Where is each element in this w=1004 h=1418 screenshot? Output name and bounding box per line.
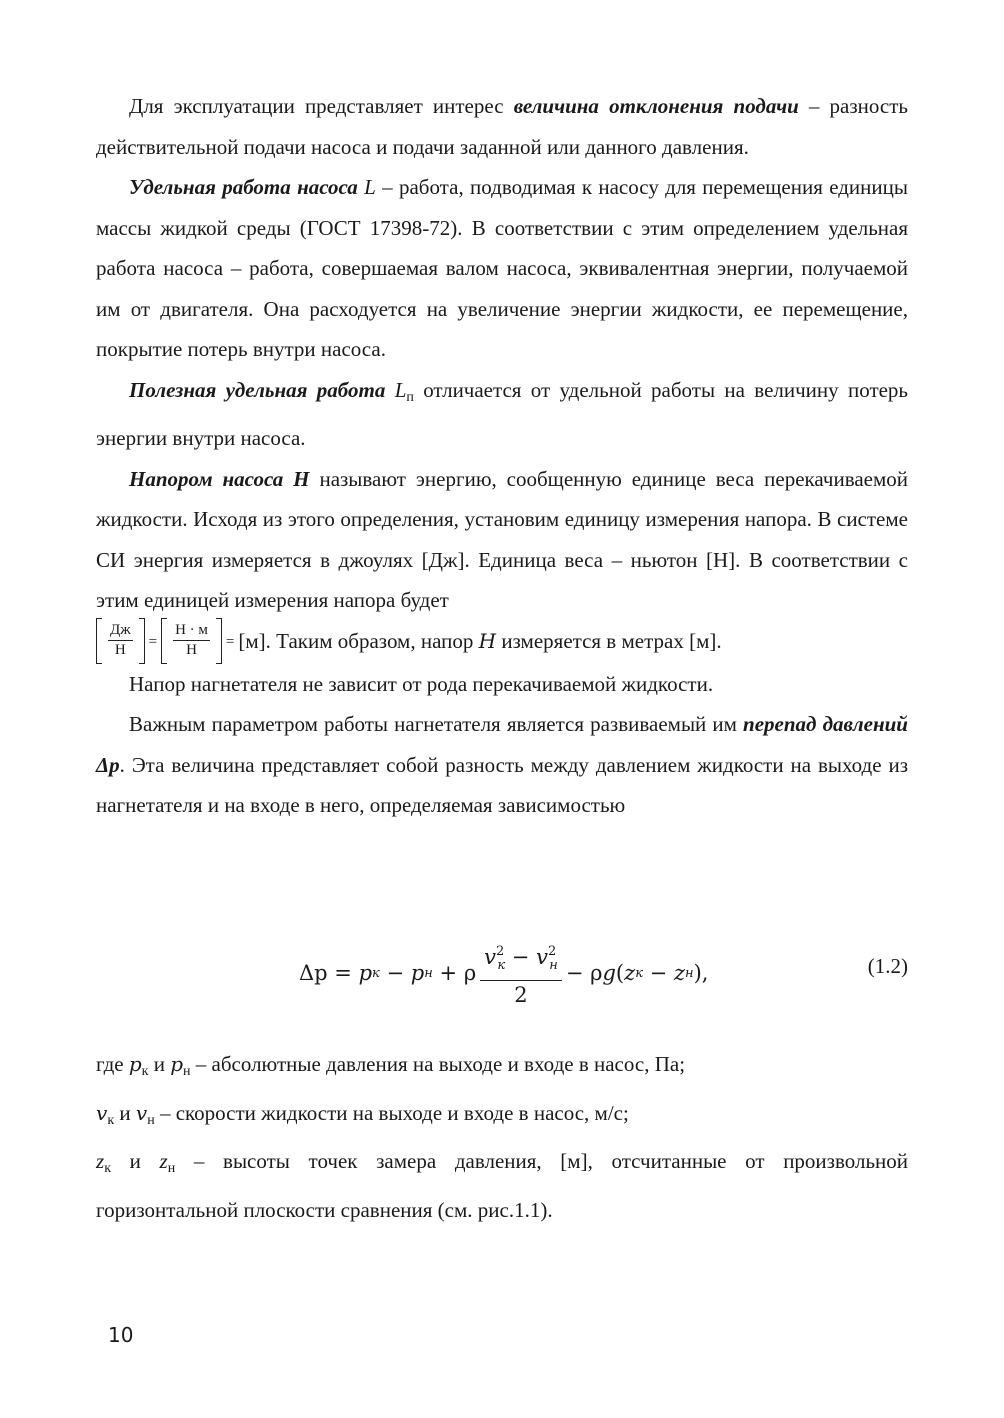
definition-velocities: [96, 1093, 908, 1142]
symbol-z: z: [96, 1149, 105, 1173]
term-pump-head: Напором насоса H: [129, 466, 310, 491]
definition-pressures: [96, 1044, 908, 1093]
formula-v: v: [484, 944, 497, 969]
text-run: – скорости жидкости на выходе и входе в насос, м/с;: [154, 1100, 629, 1125]
formula-sup-2: 2: [547, 943, 557, 959]
term-useful-work: Полезная удельная работа: [129, 377, 386, 402]
definition-heights: [96, 1141, 908, 1230]
symbol-subscript: к: [107, 1112, 115, 1128]
text-run: – работа, подводимая к насосу для перемещения единицы массы жидкой среды (ГОСТ 17398-72). В соответствии с этим определением удельная работа насоса – работа, совершаемая валом насоса, эквивалентная энергии, получаемой им от двигателя. Она расходуется на увеличение энергии жидкости, ее перемещение, покрытие потерь внутри насоса.: [96, 175, 908, 361]
text-run: и: [114, 1100, 136, 1125]
formula-p: p: [410, 961, 425, 985]
page-number: 10: [108, 1323, 134, 1347]
formula-equals: =: [334, 961, 352, 985]
symbol-subscript: н: [167, 1161, 176, 1176]
equals-sign: =: [225, 634, 235, 651]
paragraph-units-formula: [96, 621, 908, 664]
text-run: – абсолютные давления на выходе и входе в насос, Па;: [190, 1052, 686, 1076]
formula-minus: −: [565, 961, 584, 985]
unit-meter: [м]: [238, 628, 266, 653]
formula-sub-k: к: [497, 957, 506, 973]
text-run: и: [111, 1149, 160, 1173]
formula-rho: ρ: [590, 961, 603, 985]
fraction-numerator: Н · м: [173, 621, 210, 641]
symbol-v: v: [135, 1100, 148, 1125]
formula-g: g: [602, 961, 616, 985]
unit-fraction-joule-newton: [96, 618, 145, 664]
paragraph-pump-head: [96, 459, 908, 621]
term-pressure-drop: перепад давлений Δp: [96, 712, 908, 777]
formula-sub-k: к: [372, 965, 380, 981]
formula-sub-n: н: [685, 965, 694, 981]
fraction: [102, 621, 139, 660]
formula-paren-open: (: [615, 961, 625, 985]
symbol-v: v: [96, 1100, 108, 1125]
formula-delta-p: Δp: [299, 961, 328, 985]
formula-minus: −: [649, 961, 668, 985]
text-run: Для эксплуатации представляет интерес: [129, 94, 514, 118]
symbol-L: L: [364, 175, 376, 199]
bracket-right: [216, 618, 222, 664]
equals-sign: =: [148, 634, 158, 651]
paragraph-specific-work: [96, 167, 908, 370]
bracket-right: [139, 618, 145, 664]
equation-number: (1.2): [867, 954, 908, 978]
formula-plus: +: [439, 961, 458, 985]
text-run: отличается от удельной работы на величину потерь энергии внутри насоса.: [96, 377, 909, 450]
fraction: [167, 621, 216, 660]
text-run: . Таким образом, напор: [265, 628, 479, 653]
formula-rho: ρ: [463, 961, 477, 985]
paragraph-head-independence: Напор нагнетателя не зависит от рода перекачиваемой жидкости.: [129, 671, 714, 696]
unit-fraction-newton-meter: [161, 618, 222, 664]
text-run: называют энергию, сообщенную единице веса перекачиваемой жидкости. Исходя из этого определения, установим единицу измерения напора. В системе СИ энергия измеряется в джоулях [Дж]. Единица веса – ньютон [Н]. В соответствии с этим единицей измерения напора будет: [96, 466, 908, 612]
text-run: – высоты точек замера давления, [м], отсчитанные от произвольной горизонтальной плоскости сравнения (см. рис.1.1).: [96, 1149, 908, 1222]
formula-1-2: [96, 940, 908, 1006]
fraction-numerator: [480, 938, 562, 981]
text-run: Важным параметром работы нагнетателя является развиваемый им: [129, 712, 744, 737]
paragraph-pressure-drop: [96, 704, 908, 826]
text-run: и: [148, 1052, 171, 1076]
symbol-subscript: п: [406, 389, 414, 405]
formula-paren-close: ),: [693, 961, 709, 985]
term-specific-work: Удельная работа насоса: [129, 175, 358, 199]
symbol-p: p: [128, 1052, 142, 1076]
formula-sub-n: н: [424, 965, 433, 981]
symbol-z: z: [159, 1149, 168, 1173]
fraction-denominator: 2: [514, 982, 528, 1007]
text-run: – разность действительной подачи насоса и подачи заданной или данного давления.: [96, 94, 908, 159]
symbol-subscript: н: [147, 1112, 155, 1128]
formula-expression: [299, 940, 708, 1006]
formula-sub-k: к: [635, 965, 643, 981]
term-flow-deviation: величина отклонения подачи: [513, 94, 799, 118]
body-text-definitions: [96, 1044, 908, 1230]
symbol-H: H: [478, 628, 497, 653]
body-text-top: [96, 86, 908, 826]
paragraph-flow-deviation: [96, 86, 908, 167]
formula-minus: −: [511, 944, 530, 969]
symbol-subscript: н: [183, 1064, 191, 1079]
text-run: измеряется в метрах [м].: [496, 628, 722, 653]
formula-velocity-fraction: [480, 938, 562, 1009]
formula-z: z: [673, 961, 686, 985]
paragraph-useful-work: [96, 370, 908, 459]
formula-v: v: [536, 944, 548, 969]
formula-p: p: [358, 961, 373, 985]
formula-z: z: [624, 961, 636, 985]
fraction-numerator: Дж: [108, 621, 133, 641]
symbol-subscript: к: [141, 1064, 149, 1079]
text-run: где: [96, 1052, 129, 1076]
formula-minus: −: [386, 961, 405, 985]
symbol-subscript: к: [104, 1161, 111, 1176]
fraction-denominator: Н: [114, 642, 126, 659]
formula-sup-2: 2: [496, 943, 505, 959]
symbol-L: L: [394, 377, 407, 402]
symbol-p: p: [170, 1052, 184, 1076]
symbol-Lp: [394, 377, 414, 405]
fraction-denominator: Н: [186, 642, 197, 659]
text-run: . Эта величина представляет собой разность между давлением жидкости на выходе из нагнетателя и на входе в него, определяемая зависимостью: [96, 752, 908, 818]
formula-sub-n: н: [549, 957, 558, 973]
